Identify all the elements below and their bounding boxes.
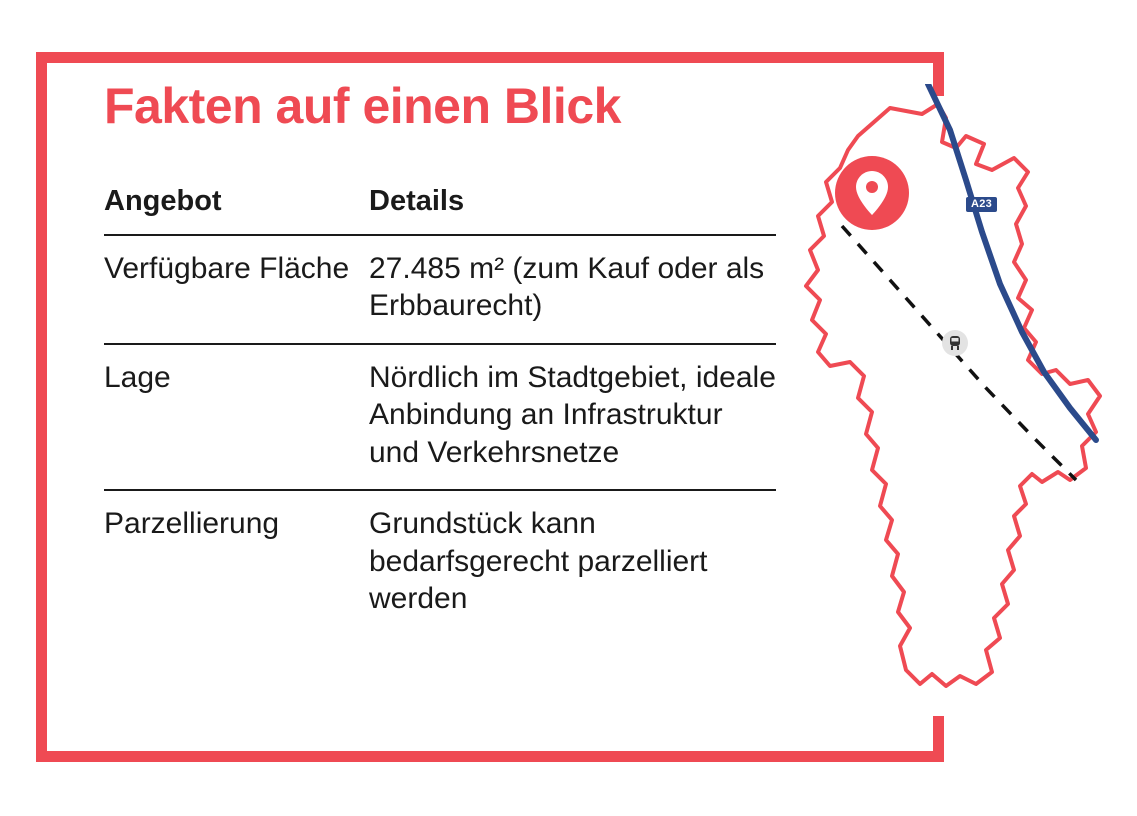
table-row <box>104 490 776 636</box>
column-header-details: Details <box>369 184 465 217</box>
row-value-lage: Nördlich im Stadtgebiet, ideale Anbindung an Infrastruktur und Verkehrsnetze <box>369 360 776 469</box>
train-station-icon <box>948 335 962 351</box>
train-station-marker[interactable] <box>942 330 968 356</box>
page-title: Fakten auf einen Blick <box>104 78 621 134</box>
row-label-parzellierung: Parzellierung <box>104 507 280 540</box>
row-value-flaeche: 27.485 m² (zum Kauf oder als Erbbaurecht) <box>369 251 765 322</box>
location-pin-marker[interactable] <box>835 156 909 230</box>
highway-label-a23: A23 <box>966 197 997 212</box>
location-pin-icon <box>855 171 889 215</box>
city-map <box>770 84 1125 724</box>
table-row <box>104 235 776 344</box>
row-label-lage: Lage <box>104 360 171 394</box>
table-row <box>104 344 776 491</box>
column-header-angebot: Angebot <box>104 184 222 217</box>
facts-table <box>104 175 776 636</box>
row-value-parzellierung: Grundstück kann bedarfsgerecht parzelliert werden <box>369 507 708 615</box>
row-label-flaeche: Verfügbare Fläche <box>104 251 350 285</box>
table-header-row <box>104 175 776 235</box>
facts-content <box>104 80 804 636</box>
